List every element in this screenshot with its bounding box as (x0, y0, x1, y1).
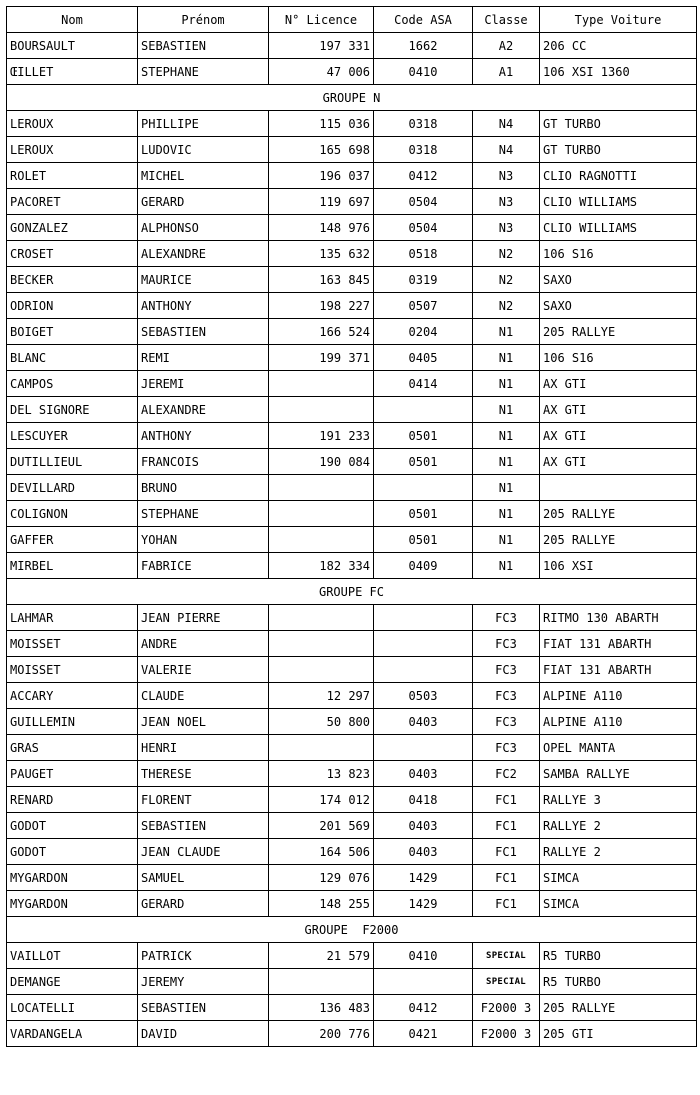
table-row (7, 891, 697, 917)
cell-licence: 21 579 (269, 943, 374, 969)
cell-code-asa: 0405 (374, 345, 473, 371)
cell-prenom: ALEXANDRE (138, 241, 269, 267)
cell-licence: 165 698 (269, 137, 374, 163)
cell-prenom: GERARD (138, 189, 269, 215)
cell-classe: FC3 (473, 735, 540, 761)
cell-nom: VARDANGELA (7, 1021, 138, 1047)
cell-licence: 135 632 (269, 241, 374, 267)
cell-licence: 136 483 (269, 995, 374, 1021)
cell-prenom: ANDRE (138, 631, 269, 657)
table-body (7, 33, 697, 1047)
cell-type-voiture: AX GTI (540, 397, 697, 423)
cell-licence (269, 475, 374, 501)
cell-nom: ACCARY (7, 683, 138, 709)
cell-code-asa (374, 657, 473, 683)
cell-code-asa: 0501 (374, 423, 473, 449)
cell-prenom: SEBASTIEN (138, 995, 269, 1021)
cell-prenom: DAVID (138, 1021, 269, 1047)
cell-prenom: PHILLIPE (138, 111, 269, 137)
header-licence: N° Licence (269, 7, 374, 33)
cell-nom: DEVILLARD (7, 475, 138, 501)
cell-code-asa: 0412 (374, 995, 473, 1021)
table-row (7, 787, 697, 813)
cell-type-voiture: 106 XSI 1360 (540, 59, 697, 85)
cell-nom: ROLET (7, 163, 138, 189)
cell-nom: DEMANGE (7, 969, 138, 995)
cell-licence: 163 845 (269, 267, 374, 293)
header-row (7, 7, 697, 33)
cell-nom: DUTILLIEUL (7, 449, 138, 475)
cell-classe: N1 (473, 371, 540, 397)
cell-nom: ODRION (7, 293, 138, 319)
table-row (7, 761, 697, 787)
cell-classe: FC1 (473, 891, 540, 917)
table-row (7, 215, 697, 241)
group-header-row (7, 579, 697, 605)
cell-nom: LAHMAR (7, 605, 138, 631)
cell-licence (269, 527, 374, 553)
cell-prenom: MAURICE (138, 267, 269, 293)
cell-classe: FC1 (473, 787, 540, 813)
cell-nom: LESCUYER (7, 423, 138, 449)
cell-prenom: GERARD (138, 891, 269, 917)
cell-classe: N2 (473, 293, 540, 319)
cell-type-voiture: SAMBA RALLYE (540, 761, 697, 787)
cell-type-voiture: RITMO 130 ABARTH (540, 605, 697, 631)
cell-code-asa: 0518 (374, 241, 473, 267)
table-row (7, 423, 697, 449)
cell-nom: GONZALEZ (7, 215, 138, 241)
cell-nom: RENARD (7, 787, 138, 813)
cell-licence (269, 501, 374, 527)
table-row (7, 865, 697, 891)
cell-type-voiture (540, 475, 697, 501)
cell-licence: 47 006 (269, 59, 374, 85)
table-row (7, 475, 697, 501)
table-row (7, 267, 697, 293)
cell-code-asa: 0409 (374, 553, 473, 579)
cell-classe: N4 (473, 137, 540, 163)
cell-type-voiture: CLIO RAGNOTTI (540, 163, 697, 189)
cell-licence: 199 371 (269, 345, 374, 371)
cell-type-voiture: GT TURBO (540, 137, 697, 163)
cell-classe: N1 (473, 553, 540, 579)
cell-type-voiture: 205 RALLYE (540, 319, 697, 345)
cell-nom: MYGARDON (7, 865, 138, 891)
cell-prenom: JEAN PIERRE (138, 605, 269, 631)
table-row (7, 553, 697, 579)
cell-licence: 148 976 (269, 215, 374, 241)
cell-nom: COLIGNON (7, 501, 138, 527)
cell-type-voiture: RALLYE 3 (540, 787, 697, 813)
table-row (7, 397, 697, 423)
cell-classe: F2000 3 (473, 995, 540, 1021)
cell-classe: N2 (473, 241, 540, 267)
cell-type-voiture: SIMCA (540, 891, 697, 917)
cell-licence: 200 776 (269, 1021, 374, 1047)
cell-type-voiture: CLIO WILLIAMS (540, 215, 697, 241)
table-row (7, 527, 697, 553)
cell-code-asa (374, 397, 473, 423)
cell-code-asa: 0504 (374, 189, 473, 215)
cell-nom: PAUGET (7, 761, 138, 787)
table-row (7, 137, 697, 163)
cell-prenom: JEAN CLAUDE (138, 839, 269, 865)
header-nom: Nom (7, 7, 138, 33)
cell-type-voiture: GT TURBO (540, 111, 697, 137)
cell-nom: LOCATELLI (7, 995, 138, 1021)
cell-prenom: SAMUEL (138, 865, 269, 891)
cell-code-asa: 0507 (374, 293, 473, 319)
cell-type-voiture: SIMCA (540, 865, 697, 891)
table-row (7, 163, 697, 189)
cell-prenom: FRANCOIS (138, 449, 269, 475)
cell-prenom: LUDOVIC (138, 137, 269, 163)
cell-nom: BECKER (7, 267, 138, 293)
entry-list-table (6, 6, 697, 1047)
cell-code-asa: 0414 (374, 371, 473, 397)
cell-code-asa: 0504 (374, 215, 473, 241)
cell-classe: N3 (473, 189, 540, 215)
cell-classe: FC3 (473, 683, 540, 709)
cell-code-asa: 0412 (374, 163, 473, 189)
cell-classe: FC2 (473, 761, 540, 787)
table-row (7, 189, 697, 215)
cell-prenom: ANTHONY (138, 423, 269, 449)
cell-prenom: JEREMY (138, 969, 269, 995)
cell-type-voiture: SAXO (540, 293, 697, 319)
cell-licence (269, 969, 374, 995)
cell-nom: LEROUX (7, 137, 138, 163)
cell-code-asa: 1662 (374, 33, 473, 59)
cell-prenom: JEAN NOEL (138, 709, 269, 735)
cell-classe: FC1 (473, 839, 540, 865)
cell-prenom: THERESE (138, 761, 269, 787)
cell-classe: N1 (473, 475, 540, 501)
header-prenom: Prénom (138, 7, 269, 33)
cell-classe: N4 (473, 111, 540, 137)
cell-type-voiture: 205 GTI (540, 1021, 697, 1047)
cell-code-asa: 0318 (374, 137, 473, 163)
cell-licence: 12 297 (269, 683, 374, 709)
cell-type-voiture: FIAT 131 ABARTH (540, 631, 697, 657)
cell-type-voiture: 205 RALLYE (540, 527, 697, 553)
cell-classe: FC3 (473, 631, 540, 657)
cell-type-voiture: FIAT 131 ABARTH (540, 657, 697, 683)
cell-licence: 119 697 (269, 189, 374, 215)
cell-licence (269, 657, 374, 683)
table-row (7, 657, 697, 683)
cell-prenom: MICHEL (138, 163, 269, 189)
cell-type-voiture: 205 RALLYE (540, 501, 697, 527)
cell-code-asa: 0319 (374, 267, 473, 293)
cell-prenom: FABRICE (138, 553, 269, 579)
cell-classe: N1 (473, 527, 540, 553)
cell-prenom: REMI (138, 345, 269, 371)
cell-type-voiture: AX GTI (540, 371, 697, 397)
cell-code-asa: 0501 (374, 449, 473, 475)
cell-code-asa: 0403 (374, 813, 473, 839)
cell-type-voiture: R5 TURBO (540, 943, 697, 969)
cell-prenom: FLORENT (138, 787, 269, 813)
cell-nom: GODOT (7, 813, 138, 839)
cell-prenom: PATRICK (138, 943, 269, 969)
cell-classe: FC1 (473, 813, 540, 839)
header-type-voiture: Type Voiture (540, 7, 697, 33)
cell-classe: FC1 (473, 865, 540, 891)
cell-licence: 148 255 (269, 891, 374, 917)
cell-licence: 196 037 (269, 163, 374, 189)
cell-classe: N1 (473, 501, 540, 527)
cell-nom: MYGARDON (7, 891, 138, 917)
cell-licence: 174 012 (269, 787, 374, 813)
cell-code-asa: 0418 (374, 787, 473, 813)
cell-type-voiture: RALLYE 2 (540, 813, 697, 839)
cell-nom: GUILLEMIN (7, 709, 138, 735)
table-row (7, 839, 697, 865)
cell-classe: N2 (473, 267, 540, 293)
table-row (7, 33, 697, 59)
cell-type-voiture: AX GTI (540, 423, 697, 449)
cell-prenom: CLAUDE (138, 683, 269, 709)
cell-classe: A2 (473, 33, 540, 59)
cell-type-voiture: 106 S16 (540, 345, 697, 371)
cell-code-asa: 0403 (374, 761, 473, 787)
table-row (7, 683, 697, 709)
table-row (7, 111, 697, 137)
group-header-row (7, 85, 697, 111)
cell-nom: PACORET (7, 189, 138, 215)
cell-licence (269, 631, 374, 657)
cell-licence: 191 233 (269, 423, 374, 449)
table-row (7, 241, 697, 267)
cell-classe: N1 (473, 449, 540, 475)
header-code-asa: Code ASA (374, 7, 473, 33)
table-row (7, 59, 697, 85)
cell-licence: 115 036 (269, 111, 374, 137)
cell-type-voiture: SAXO (540, 267, 697, 293)
cell-nom: MIRBEL (7, 553, 138, 579)
table-row (7, 709, 697, 735)
cell-licence (269, 397, 374, 423)
cell-nom: DEL SIGNORE (7, 397, 138, 423)
cell-code-asa: 0403 (374, 709, 473, 735)
cell-type-voiture: 206 CC (540, 33, 697, 59)
cell-prenom: SEBASTIEN (138, 33, 269, 59)
table-row (7, 371, 697, 397)
cell-nom: BLANC (7, 345, 138, 371)
entry-list-sheet (6, 6, 697, 1047)
cell-nom: GRAS (7, 735, 138, 761)
cell-classe: SPECIAL (473, 943, 540, 969)
cell-nom: CAMPOS (7, 371, 138, 397)
cell-code-asa: 0410 (374, 59, 473, 85)
cell-classe: SPECIAL (473, 969, 540, 995)
group-header-row (7, 917, 697, 943)
cell-type-voiture: 205 RALLYE (540, 995, 697, 1021)
table-row (7, 345, 697, 371)
cell-prenom: HENRI (138, 735, 269, 761)
table-row (7, 943, 697, 969)
table-row (7, 605, 697, 631)
cell-licence: 201 569 (269, 813, 374, 839)
cell-type-voiture: RALLYE 2 (540, 839, 697, 865)
cell-prenom: SEBASTIEN (138, 319, 269, 345)
group-title: GROUPE FC (7, 579, 697, 605)
cell-prenom: VALERIE (138, 657, 269, 683)
cell-code-asa (374, 475, 473, 501)
cell-nom: MOISSET (7, 657, 138, 683)
cell-licence: 13 823 (269, 761, 374, 787)
header-classe: Classe (473, 7, 540, 33)
cell-prenom: ALPHONSO (138, 215, 269, 241)
cell-prenom: YOHAN (138, 527, 269, 553)
cell-prenom: JEREMI (138, 371, 269, 397)
cell-prenom: STEPHANE (138, 59, 269, 85)
cell-nom: BOURSAULT (7, 33, 138, 59)
cell-type-voiture: AX GTI (540, 449, 697, 475)
table-row (7, 631, 697, 657)
cell-classe: F2000 3 (473, 1021, 540, 1047)
table-row (7, 293, 697, 319)
cell-licence: 129 076 (269, 865, 374, 891)
cell-licence: 166 524 (269, 319, 374, 345)
table-row (7, 449, 697, 475)
cell-nom: MOISSET (7, 631, 138, 657)
cell-classe: N3 (473, 163, 540, 189)
cell-classe: N3 (473, 215, 540, 241)
cell-licence: 190 084 (269, 449, 374, 475)
cell-prenom: SEBASTIEN (138, 813, 269, 839)
cell-nom: GAFFER (7, 527, 138, 553)
cell-type-voiture: 106 XSI (540, 553, 697, 579)
cell-code-asa: 0503 (374, 683, 473, 709)
cell-nom: ŒILLET (7, 59, 138, 85)
cell-code-asa: 0403 (374, 839, 473, 865)
table-row (7, 969, 697, 995)
cell-classe: N1 (473, 397, 540, 423)
cell-licence: 197 331 (269, 33, 374, 59)
cell-licence (269, 735, 374, 761)
cell-nom: BOIGET (7, 319, 138, 345)
table-row (7, 1021, 697, 1047)
cell-licence: 164 506 (269, 839, 374, 865)
cell-type-voiture: ALPINE A110 (540, 709, 697, 735)
cell-prenom: STEPHANE (138, 501, 269, 527)
cell-licence: 198 227 (269, 293, 374, 319)
cell-classe: FC3 (473, 605, 540, 631)
table-row (7, 813, 697, 839)
cell-prenom: BRUNO (138, 475, 269, 501)
cell-licence (269, 371, 374, 397)
cell-code-asa (374, 605, 473, 631)
cell-classe: A1 (473, 59, 540, 85)
cell-code-asa (374, 969, 473, 995)
cell-licence: 182 334 (269, 553, 374, 579)
table-row (7, 501, 697, 527)
cell-classe: N1 (473, 345, 540, 371)
cell-type-voiture: 106 S16 (540, 241, 697, 267)
cell-code-asa: 0501 (374, 527, 473, 553)
group-title: GROUPE N (7, 85, 697, 111)
cell-code-asa: 0318 (374, 111, 473, 137)
cell-classe: N1 (473, 319, 540, 345)
cell-prenom: ANTHONY (138, 293, 269, 319)
cell-type-voiture: R5 TURBO (540, 969, 697, 995)
cell-licence (269, 605, 374, 631)
cell-prenom: ALEXANDRE (138, 397, 269, 423)
cell-code-asa (374, 735, 473, 761)
cell-nom: CROSET (7, 241, 138, 267)
cell-type-voiture: OPEL MANTA (540, 735, 697, 761)
cell-code-asa: 0501 (374, 501, 473, 527)
table-row (7, 319, 697, 345)
cell-code-asa: 1429 (374, 891, 473, 917)
table-row (7, 995, 697, 1021)
cell-code-asa: 0410 (374, 943, 473, 969)
cell-licence: 50 800 (269, 709, 374, 735)
cell-classe: FC3 (473, 657, 540, 683)
cell-nom: VAILLOT (7, 943, 138, 969)
cell-code-asa: 1429 (374, 865, 473, 891)
cell-nom: LEROUX (7, 111, 138, 137)
group-title: GROUPE F2000 (7, 917, 697, 943)
cell-classe: FC3 (473, 709, 540, 735)
cell-code-asa: 0421 (374, 1021, 473, 1047)
cell-type-voiture: CLIO WILLIAMS (540, 189, 697, 215)
cell-code-asa: 0204 (374, 319, 473, 345)
cell-code-asa (374, 631, 473, 657)
cell-nom: GODOT (7, 839, 138, 865)
table-row (7, 735, 697, 761)
cell-type-voiture: ALPINE A110 (540, 683, 697, 709)
cell-classe: N1 (473, 423, 540, 449)
